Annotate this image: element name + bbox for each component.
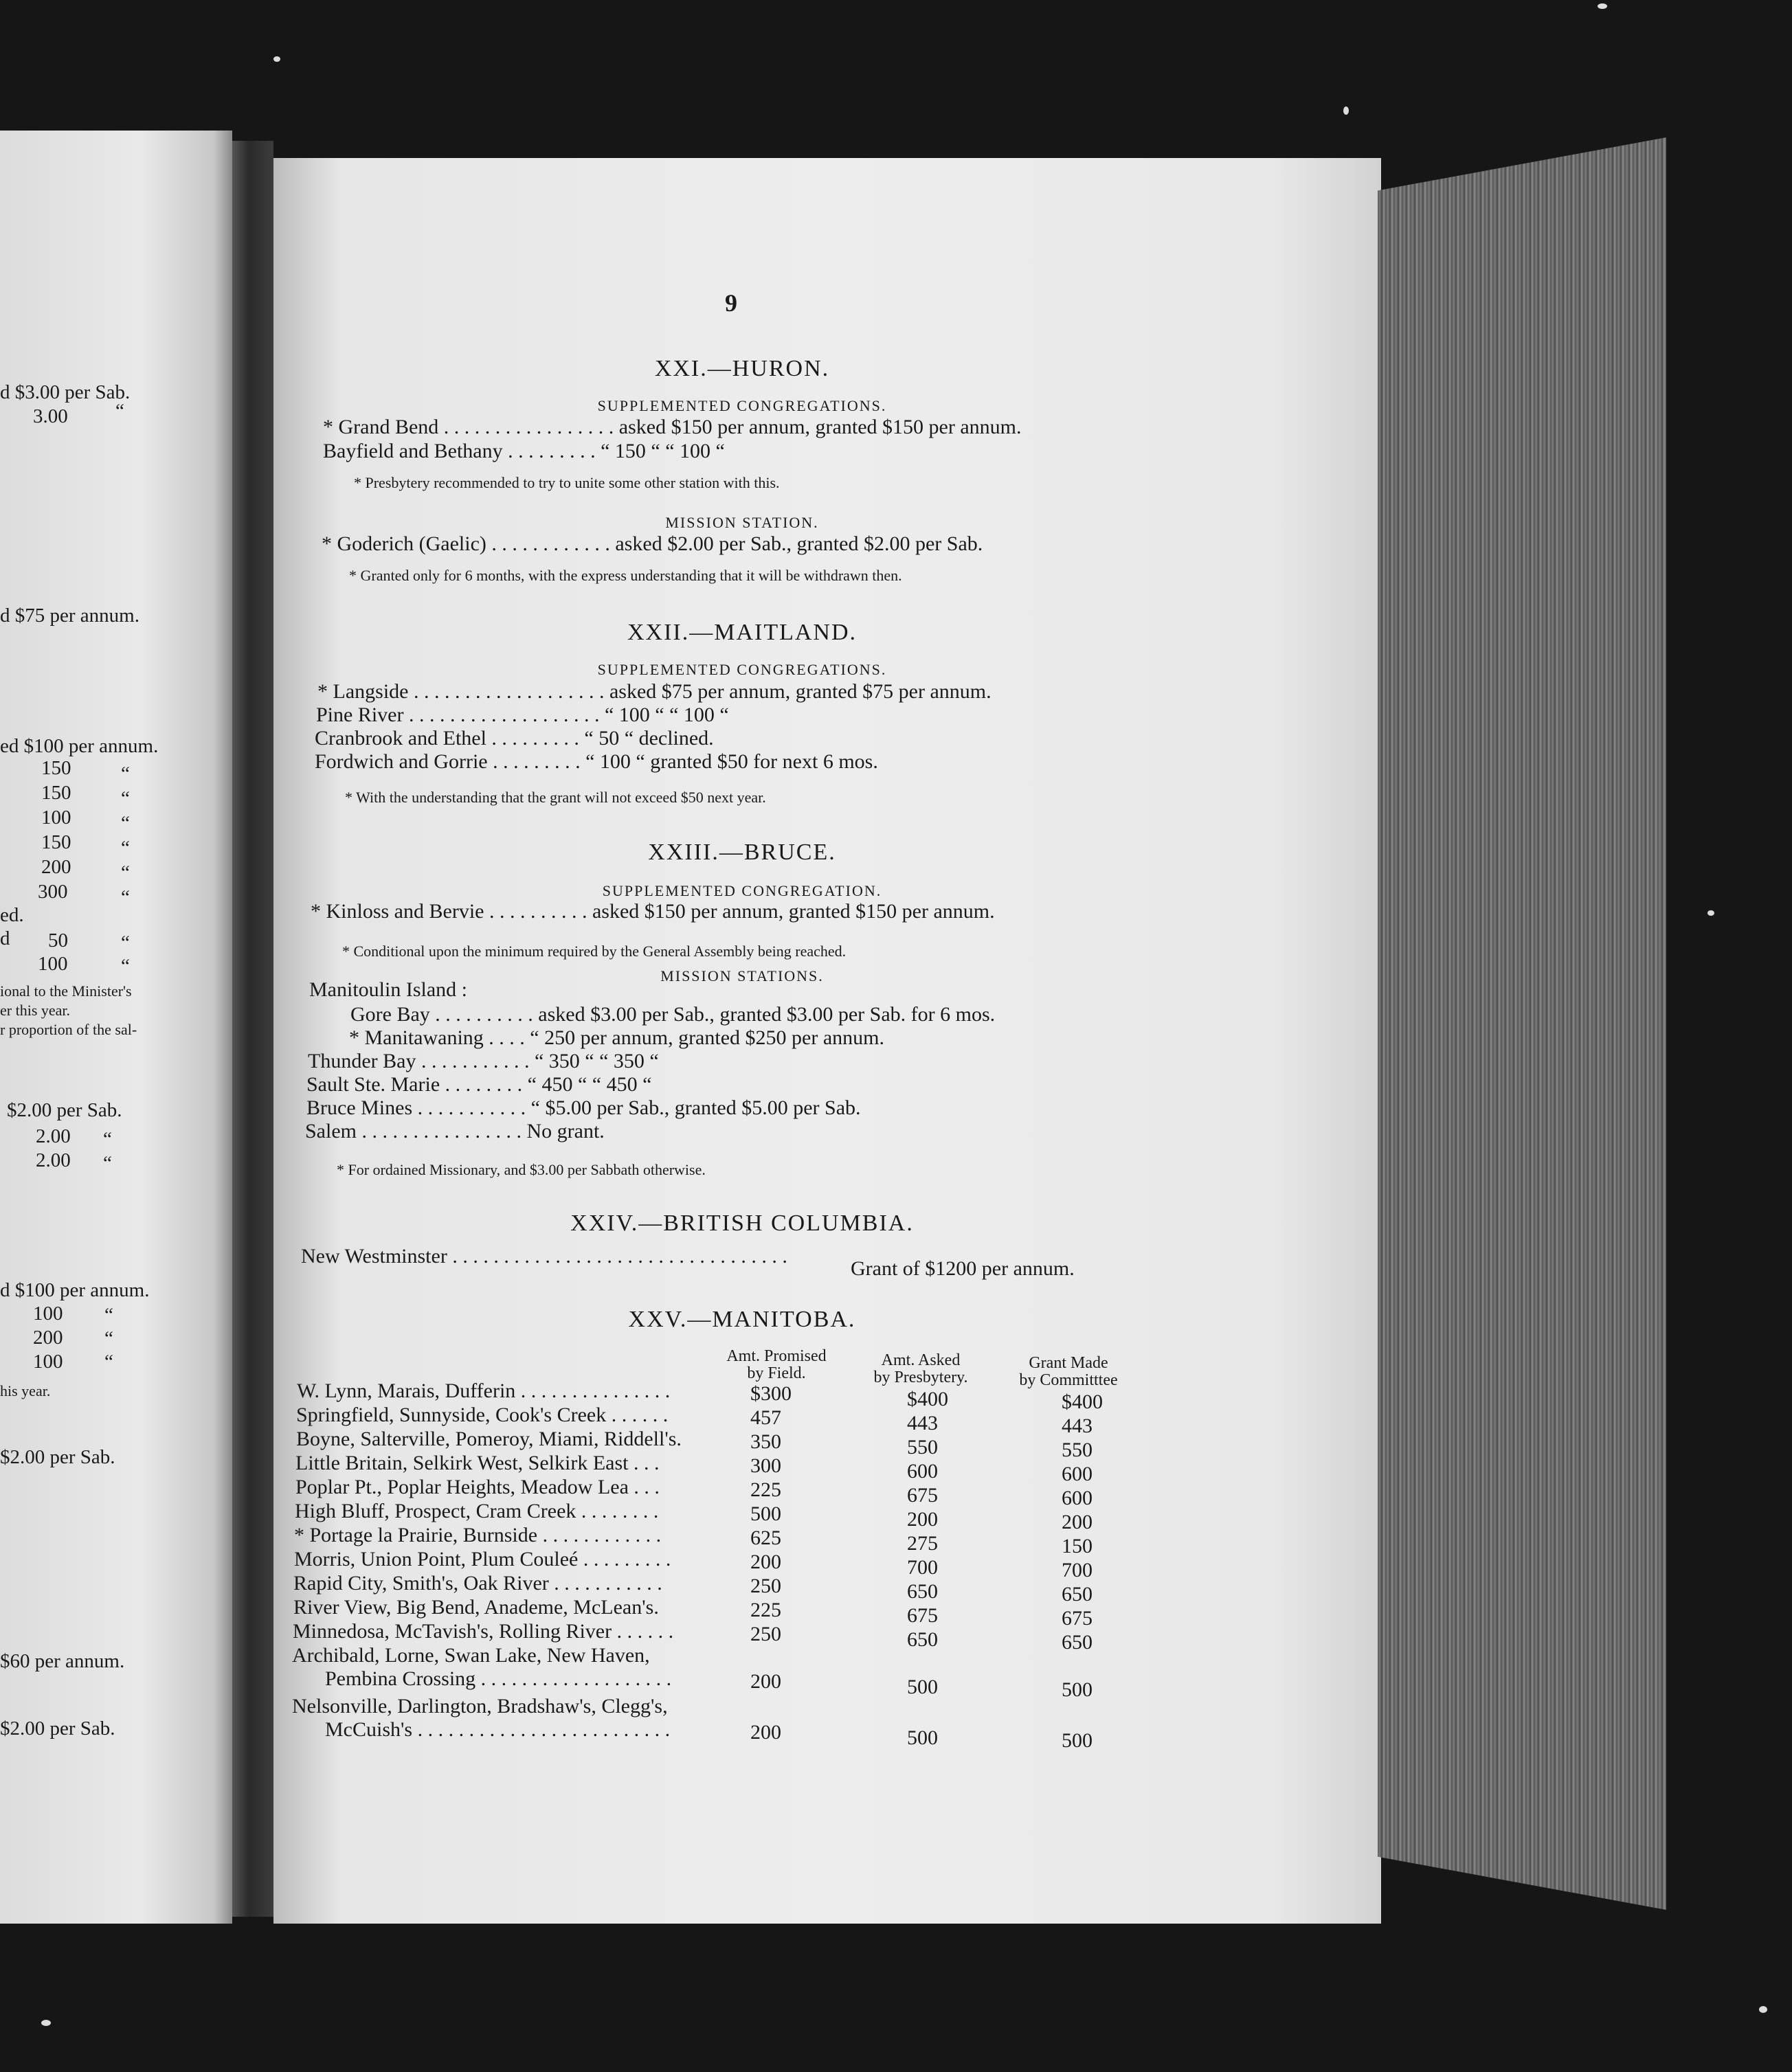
maitland-row: * Langside . . . . . . . . . . . . . . . . . . . asked $75 per annum, granted $75 per annum. bbox=[317, 680, 992, 703]
maitland-row: Cranbrook and Ethel . . . . . . . . . “ 50 “ declined. bbox=[315, 727, 714, 750]
bc-row-value: Grant of $1200 per annum. bbox=[851, 1257, 1075, 1280]
left-line: 150 bbox=[41, 782, 71, 804]
dust-speck bbox=[1707, 910, 1714, 916]
field-name: Little Britain, Selkirk West, Selkirk East . . . bbox=[295, 1452, 660, 1474]
left-line: ed $100 per annum. bbox=[0, 735, 159, 757]
cell-grant: 650 bbox=[1062, 1631, 1093, 1654]
bc-row-label: New Westminster . . . . . . . . . . . . . . . . . . . . . . . . . . . . . . . . . bbox=[301, 1245, 787, 1268]
field-name: Rapid City, Smith's, Oak River . . . . . . . . . . . bbox=[293, 1572, 662, 1595]
cell-grant: 550 bbox=[1062, 1439, 1093, 1461]
ditto-mark: “ bbox=[121, 886, 130, 908]
huron-mission-row: * Goderich (Gaelic) . . . . . . . . . . . . asked $2.00 per Sab., granted $2.00 per Sab. bbox=[322, 532, 983, 555]
cell-asked: 650 bbox=[907, 1628, 938, 1651]
left-line: 200 bbox=[41, 856, 71, 878]
cell-grant: 600 bbox=[1062, 1487, 1093, 1509]
maitland-row: Pine River . . . . . . . . . . . . . . . . . . . “ 100 “ “ 100 “ bbox=[316, 703, 729, 726]
dust-speck bbox=[1759, 2006, 1767, 2013]
ditto-mark: “ bbox=[121, 932, 130, 954]
bruce-note: * Conditional upon the minimum required by the General Assembly being reached. bbox=[342, 943, 847, 960]
cell-promised: 625 bbox=[750, 1527, 781, 1549]
field-name: High Bluff, Prospect, Cram Creek . . . . . . . . bbox=[295, 1500, 659, 1522]
field-name: * Portage la Prairie, Burnside . . . . . . . . . . . . bbox=[294, 1524, 662, 1546]
ditto-mark: “ bbox=[121, 862, 130, 883]
bruce-mission-row: Sault Ste. Marie . . . . . . . . “ 450 “ “ 450 “ bbox=[306, 1073, 652, 1096]
left-line: d bbox=[0, 927, 10, 949]
left-line: d $100 per annum. bbox=[0, 1279, 150, 1301]
section-title-bruce: XXIII.—BRUCE. bbox=[648, 840, 836, 865]
cell-promised: 300 bbox=[750, 1454, 781, 1477]
field-name-continued: Pembina Crossing . . . . . . . . . . . . . . . . . . . bbox=[325, 1667, 672, 1690]
huron-note: * Presbytery recommended to try to unite some other station with this. bbox=[354, 474, 780, 491]
cell-asked: 675 bbox=[907, 1484, 938, 1507]
cell-asked: $400 bbox=[907, 1388, 948, 1410]
cell-grant: 700 bbox=[1062, 1559, 1093, 1581]
page-number: 9 bbox=[725, 289, 737, 317]
left-line: 300 bbox=[38, 881, 68, 903]
subheading-supplemented: SUPPLEMENTED CONGREGATION. bbox=[602, 882, 882, 899]
cell-asked: 500 bbox=[907, 1726, 938, 1749]
cell-asked: 700 bbox=[907, 1556, 938, 1579]
huron-row: * Grand Bend . . . . . . . . . . . . . . . . . asked $150 per annum, granted $150 per annum. bbox=[323, 416, 1022, 438]
field-name-continued: McCuish's . . . . . . . . . . . . . . . . . . . . . . . . . bbox=[325, 1718, 671, 1741]
ditto-mark: “ bbox=[121, 787, 130, 809]
field-name: Archibald, Lorne, Swan Lake, New Haven, bbox=[292, 1644, 650, 1667]
cell-promised: $300 bbox=[750, 1382, 792, 1405]
column-header-line: by Field. bbox=[747, 1364, 806, 1382]
left-line: ional to the Minister's bbox=[0, 982, 132, 1000]
left-line: ed. bbox=[0, 904, 24, 926]
cell-asked: 675 bbox=[907, 1604, 938, 1627]
subheading-supplemented: SUPPLEMENTED CONGREGATIONS. bbox=[597, 661, 887, 678]
cell-promised: 250 bbox=[750, 1575, 781, 1597]
maitland-row: Fordwich and Gorrie . . . . . . . . . “ 100 “ granted $50 for next 6 mos. bbox=[315, 750, 878, 773]
cell-asked: 200 bbox=[907, 1508, 938, 1531]
left-line: 2.00 bbox=[36, 1125, 71, 1147]
column-header-line: by Committtee bbox=[1019, 1371, 1118, 1389]
left-line: $2.00 per Sab. bbox=[0, 1718, 115, 1739]
cell-promised: 225 bbox=[750, 1478, 781, 1501]
section-title-manitoba: XXV.—MANITOBA. bbox=[628, 1307, 856, 1332]
ditto-mark: “ bbox=[104, 1351, 113, 1373]
cell-promised: 200 bbox=[750, 1551, 781, 1573]
left-line: 150 bbox=[41, 831, 71, 853]
left-line: d $75 per annum. bbox=[0, 605, 139, 627]
dust-speck bbox=[273, 56, 280, 62]
cell-grant: 443 bbox=[1062, 1415, 1093, 1437]
field-name: Nelsonville, Darlington, Bradshaw's, Clegg's, bbox=[292, 1695, 668, 1718]
left-line: 100 bbox=[33, 1303, 63, 1325]
cell-grant: 150 bbox=[1062, 1535, 1093, 1557]
ditto-mark: “ bbox=[103, 1152, 112, 1174]
subheading-supplemented: SUPPLEMENTED CONGREGATIONS. bbox=[597, 397, 887, 414]
cell-asked: 443 bbox=[907, 1412, 938, 1434]
cell-promised: 200 bbox=[750, 1670, 781, 1693]
left-line: 2.00 bbox=[36, 1149, 71, 1171]
cell-grant: 600 bbox=[1062, 1463, 1093, 1485]
left-line: 100 bbox=[41, 807, 71, 829]
left-line: r proportion of the sal- bbox=[0, 1021, 137, 1038]
cell-asked: 500 bbox=[907, 1676, 938, 1698]
huron-row: Bayfield and Bethany . . . . . . . . . “ 150 “ “ 100 “ bbox=[323, 440, 725, 462]
bruce-row: * Kinloss and Bervie . . . . . . . . . . asked $150 per annum, granted $150 per annum. bbox=[311, 900, 995, 923]
cell-asked: 650 bbox=[907, 1580, 938, 1603]
cell-promised: 350 bbox=[750, 1430, 781, 1453]
bruce-note: * For ordained Missionary, and $3.00 per Sabbath otherwise. bbox=[337, 1161, 706, 1178]
column-header-line: Amt. Promised bbox=[726, 1347, 827, 1365]
cell-promised: 500 bbox=[750, 1502, 781, 1525]
bruce-mission-row: Salem . . . . . . . . . . . . . . . . No grant. bbox=[305, 1120, 605, 1142]
left-line: 200 bbox=[33, 1327, 63, 1349]
column-header-line: by Presbytery. bbox=[873, 1369, 968, 1386]
ditto-mark: “ bbox=[121, 837, 130, 859]
field-name: Boyne, Salterville, Pomeroy, Miami, Riddell's. bbox=[296, 1428, 682, 1450]
field-name: Morris, Union Point, Plum Couleé . . . . . . . . . bbox=[294, 1548, 671, 1570]
ditto-mark: “ bbox=[121, 812, 130, 834]
left-line: $2.00 per Sab. bbox=[0, 1446, 115, 1468]
cell-promised: 250 bbox=[750, 1623, 781, 1645]
column-header-grant bbox=[1000, 1355, 1137, 1389]
bruce-mission-row: Manitoulin Island : bbox=[309, 978, 467, 1001]
ditto-mark: “ bbox=[121, 763, 130, 785]
dust-speck bbox=[1343, 106, 1349, 115]
left-line: 100 bbox=[38, 953, 68, 975]
cell-grant: 500 bbox=[1062, 1678, 1093, 1701]
cell-asked: 275 bbox=[907, 1532, 938, 1555]
ditto-mark: “ bbox=[103, 1128, 112, 1150]
left-line: 3.00 bbox=[33, 405, 68, 427]
field-name: W. Lynn, Marais, Dufferin . . . . . . . . . . . . . . . bbox=[297, 1380, 671, 1402]
bruce-mission-row: Thunder Bay . . . . . . . . . . . “ 350 “ “ 350 “ bbox=[308, 1050, 659, 1072]
cell-promised: 200 bbox=[750, 1721, 781, 1744]
huron-note: * Granted only for 6 months, with the express understanding that it will be withdrawn then. bbox=[349, 567, 902, 584]
left-line: d $3.00 per Sab. bbox=[0, 381, 131, 403]
bruce-mission-row: Bruce Mines . . . . . . . . . . . “ $5.00 per Sab., granted $5.00 per Sab. bbox=[306, 1096, 861, 1119]
left-line: 50 bbox=[48, 930, 68, 951]
left-line: 150 bbox=[41, 757, 71, 779]
section-title-huron: XXI.—HURON. bbox=[654, 356, 830, 381]
field-name: Poplar Pt., Poplar Heights, Meadow Lea . . . bbox=[295, 1476, 660, 1498]
left-line: $2.00 per Sab. bbox=[7, 1099, 122, 1121]
dust-speck bbox=[1598, 3, 1607, 9]
maitland-note: * With the understanding that the grant will not exceed $50 next year. bbox=[345, 789, 766, 806]
column-header-asked bbox=[852, 1352, 989, 1386]
cell-asked: 600 bbox=[907, 1460, 938, 1483]
cell-asked: 550 bbox=[907, 1436, 938, 1459]
cell-grant: 500 bbox=[1062, 1729, 1093, 1752]
cell-grant: 200 bbox=[1062, 1511, 1093, 1533]
left-line: “ bbox=[115, 400, 124, 422]
cell-grant: 650 bbox=[1062, 1583, 1093, 1606]
ditto-mark: “ bbox=[104, 1327, 113, 1349]
cell-grant: 675 bbox=[1062, 1607, 1093, 1630]
ditto-mark: “ bbox=[121, 955, 130, 977]
field-name: River View, Big Bend, Anademe, McLean's. bbox=[293, 1596, 659, 1619]
section-title-maitland: XXII.—MAITLAND. bbox=[627, 620, 858, 645]
column-header-line: Grant Made bbox=[1029, 1354, 1108, 1372]
ditto-mark: “ bbox=[104, 1304, 113, 1326]
cell-grant: $400 bbox=[1062, 1390, 1103, 1413]
cell-promised: 225 bbox=[750, 1599, 781, 1621]
subheading-mission: MISSION STATION. bbox=[665, 514, 819, 531]
field-name: Minnedosa, McTavish's, Rolling River . . . . . . bbox=[293, 1620, 674, 1643]
subheading-mission: MISSION STATIONS. bbox=[660, 967, 824, 984]
column-header-promised bbox=[708, 1348, 845, 1382]
left-line: his year. bbox=[0, 1382, 51, 1399]
dust-speck bbox=[41, 2020, 51, 2026]
left-line: 100 bbox=[33, 1351, 63, 1373]
cell-promised: 457 bbox=[750, 1406, 781, 1429]
left-line: $60 per annum. bbox=[0, 1650, 125, 1672]
field-name: Springfield, Sunnyside, Cook's Creek . . . . . . bbox=[296, 1404, 669, 1426]
left-line: er this year. bbox=[0, 1002, 71, 1019]
column-header-line: Amt. Asked bbox=[881, 1351, 961, 1369]
section-title-british-columbia: XXIV.—BRITISH COLUMBIA. bbox=[570, 1210, 914, 1236]
bruce-mission-row: Gore Bay . . . . . . . . . . asked $3.00 per Sab., granted $3.00 per Sab. for 6 mos. bbox=[350, 1003, 996, 1026]
bruce-mission-row: * Manitawaning . . . . “ 250 per annum, granted $250 per annum. bbox=[349, 1026, 884, 1049]
